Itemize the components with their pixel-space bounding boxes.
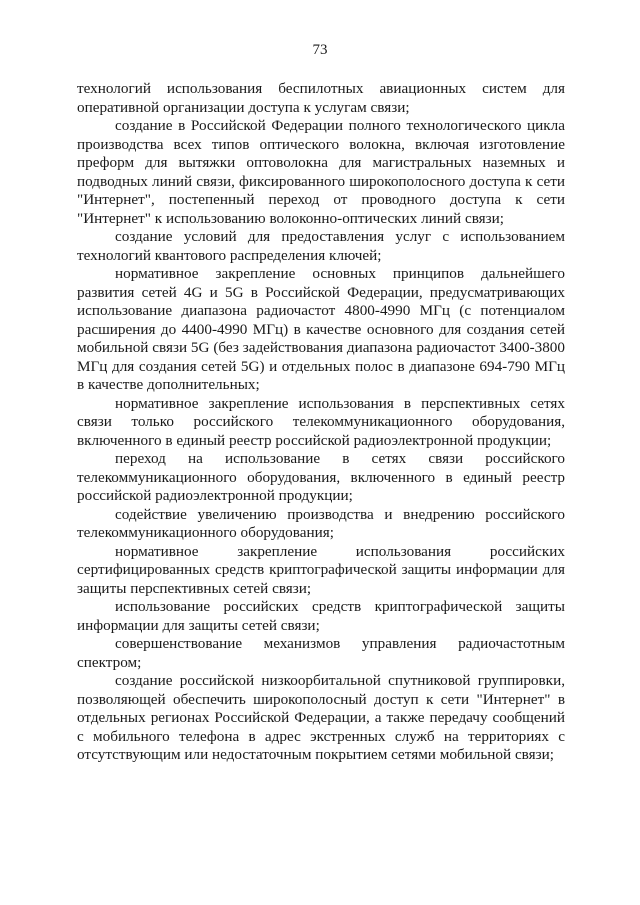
paragraph-4g-5g-networks: нормативное закрепление основных принципов дальнейшего развития сетей 4G и 5G в Российской Федерации, предусматривающих использование диапазона радиочастот 4800-4990 МГц (с потенциалом расширения до 4400-4990 МГц) в качестве основного для создания сетей мобильной связи 5G (без задействования диапазона радиочастот 3400-3800 МГц для создания сетей 5G) и отдельных полос в диапазоне 694-790 МГц в качестве дополнительных; [77,265,565,393]
document-body [77,80,565,765]
paragraph-production-support: содействие увеличению производства и внедрению российского телекоммуникационного оборудования; [77,505,565,541]
paragraph-continuation: технологий использования беспилотных авиационных систем для оперативной организации доступа к услугам связи; [77,80,565,116]
paragraph-spectrum-management: совершенствование механизмов управления радиочастотным спектром; [77,635,565,671]
paragraph-domestic-equipment-requirement: нормативное закрепление использования в перспективных сетях связи только российского телекоммуникационного оборудования, включенного в единый реестр российской радиоэлектронной продукции; [77,394,565,449]
paragraph-optical-fiber: создание в Российской Федерации полного технологического цикла производства всех типов оптического волокна, включая изготовление преформ для вытяжки оптоволокна для магистральных наземных и подводных линий связи, фиксированного широкополосного доступа к сети "Интернет", постепенный переход от проводного доступа к сети "Интернет" к использованию волоконно-оптических линий связи; [77,117,565,227]
paragraph-crypto-usage: использование российских средств криптографической защиты информации для защиты сетей связи; [77,598,565,634]
paragraph-equipment-transition: переход на использование в сетях связи российского телекоммуникационного оборудования, включенного в единый реестр российской радиоэлектронной продукции; [77,450,565,504]
paragraph-quantum-keys: создание условий для предоставления услуг с использованием технологий квантового распределения ключей; [77,228,565,264]
page-number: 73 [312,42,328,58]
paragraph-certified-crypto-requirement: нормативное закрепление использования российских сертифицированных средств криптографической защиты информации для защиты перспективных сетей связи; [77,542,565,597]
paragraph-satellite-constellation: создание российской низкоорбитальной спутниковой группировки, позволяющей обеспечить широкополосный доступ к сети "Интернет" в отдельных регионах Российской Федерации, а также передачу сообщений с мобильного телефона в адрес экстренных служб на территориях с отсутствующим или недостаточным покрытием сетями мобильной связи; [77,672,565,763]
